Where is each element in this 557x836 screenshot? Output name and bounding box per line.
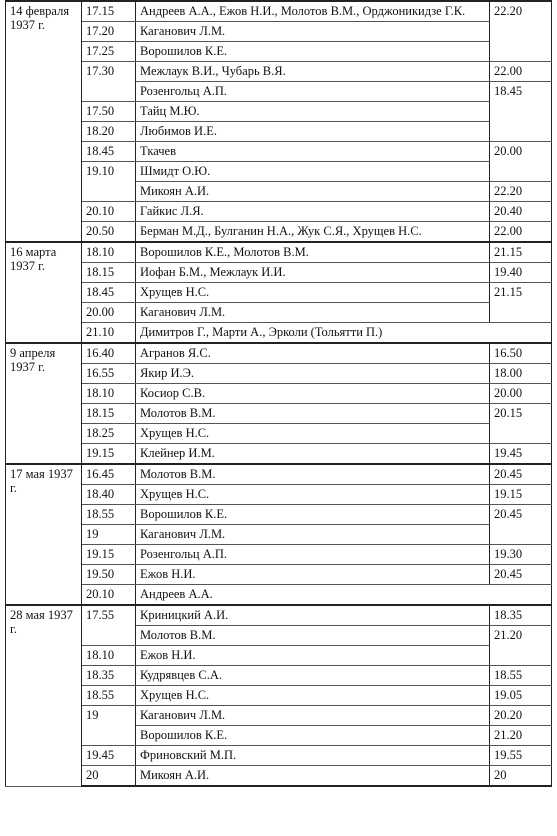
- visitor-name-cell: Межлаук В.И., Чубарь В.Я.: [136, 62, 490, 82]
- time-out-cell: 19.55: [490, 746, 552, 766]
- time-out-cell: 19.40: [490, 263, 552, 283]
- time-in-cell: 19.10: [82, 162, 136, 202]
- visitor-name-cell: Агранов Я.С.: [136, 343, 490, 364]
- time-out-cell: 20.45: [490, 565, 552, 585]
- time-in-cell: 19: [82, 706, 136, 746]
- visitor-name-cell: Молотов В.М.: [136, 626, 490, 646]
- table-row: [6, 1, 552, 22]
- visitor-name-cell: Криницкий А.И.: [136, 605, 490, 626]
- visitor-name-cell: Димитров Г., Марти А., Эрколи (Тольятти П.): [136, 323, 552, 344]
- visitor-name-cell: Ткачев: [136, 142, 490, 162]
- visitor-name-cell: Андреев А.А.: [136, 585, 552, 606]
- visitor-name-cell: Каганович Л.М.: [136, 22, 490, 42]
- date-cell: 14 февраля 1937 г.: [6, 1, 82, 242]
- visitor-name-cell: Андреев А.А., Ежов Н.И., Молотов В.М., Орджоникидзе Г.К.: [136, 1, 490, 22]
- visitor-name-cell: Якир И.Э.: [136, 364, 490, 384]
- visitor-name-cell: Ворошилов К.Е., Молотов В.М.: [136, 242, 490, 263]
- visitor-name-cell: Ежов Н.И.: [136, 646, 490, 666]
- table-row: [6, 202, 552, 222]
- time-out-cell: 22.00: [490, 222, 552, 243]
- table-row: [6, 263, 552, 283]
- table-row: [6, 323, 552, 344]
- visitor-name-cell: Хрущев Н.С.: [136, 424, 490, 444]
- table-row: [6, 525, 552, 545]
- visitor-name-cell: Хрущев Н.С.: [136, 485, 490, 505]
- visitor-name-cell: Каганович Л.М.: [136, 706, 490, 726]
- time-in-cell: 16.55: [82, 364, 136, 384]
- visitor-name-cell: Ворошилов К.Е.: [136, 42, 490, 62]
- table-row: [6, 766, 552, 787]
- time-in-cell: 18.25: [82, 424, 136, 444]
- time-out-cell: 20: [490, 766, 552, 787]
- time-in-cell: 17.50: [82, 102, 136, 122]
- table-row: [6, 42, 552, 62]
- time-in-cell: 17.55: [82, 605, 136, 646]
- table-row: [6, 122, 552, 142]
- table-row: [6, 222, 552, 243]
- time-in-cell: 19.15: [82, 444, 136, 465]
- time-in-cell: 18.10: [82, 242, 136, 263]
- time-in-cell: 17.25: [82, 42, 136, 62]
- table-row: [6, 706, 552, 726]
- time-out-cell: 22.00: [490, 62, 552, 82]
- visitor-log-table: [5, 0, 552, 787]
- table-row: [6, 505, 552, 525]
- time-out-cell: 19.15: [490, 485, 552, 505]
- time-in-cell: 17.20: [82, 22, 136, 42]
- table-row: [6, 343, 552, 364]
- visitor-name-cell: Розенгольц А.П.: [136, 82, 490, 102]
- time-in-cell: 19.45: [82, 746, 136, 766]
- time-in-cell: 20.10: [82, 585, 136, 606]
- time-out-cell: 18.55: [490, 666, 552, 686]
- visitor-name-cell: Ворошилов К.Е.: [136, 505, 490, 525]
- visitor-name-cell: Иофан Б.М., Межлаук И.И.: [136, 263, 490, 283]
- visitor-name-cell: Ежов Н.И.: [136, 565, 490, 585]
- time-in-cell: 18.35: [82, 666, 136, 686]
- time-out-cell: 19.45: [490, 444, 552, 465]
- visitor-name-cell: Берман М.Д., Булганин Н.А., Жук С.Я., Хрущев Н.С.: [136, 222, 490, 243]
- visitor-name-cell: Молотов В.М.: [136, 404, 490, 424]
- visitor-name-cell: Микоян А.И.: [136, 182, 490, 202]
- time-out-cell: 18.00: [490, 364, 552, 384]
- time-in-cell: 19.50: [82, 565, 136, 585]
- visitor-name-cell: Тайц М.Ю.: [136, 102, 490, 122]
- table-row: [6, 485, 552, 505]
- table-row: [6, 142, 552, 162]
- time-in-cell: 18.45: [82, 283, 136, 303]
- time-in-cell: 18.15: [82, 404, 136, 424]
- visitor-name-cell: Фриновский М.П.: [136, 746, 490, 766]
- date-cell: 17 мая 1937 г.: [6, 464, 82, 605]
- time-in-cell: 18.55: [82, 686, 136, 706]
- table-row: [6, 384, 552, 404]
- visitor-name-cell: Микоян А.И.: [136, 766, 490, 787]
- table-row: [6, 424, 552, 444]
- table-row: [6, 283, 552, 303]
- table-row: [6, 102, 552, 122]
- visitor-name-cell: Шмидт О.Ю.: [136, 162, 490, 182]
- time-in-cell: 18.10: [82, 646, 136, 666]
- table-row: [6, 545, 552, 565]
- time-out-cell: 18.45: [490, 82, 552, 142]
- table-row: [6, 605, 552, 626]
- time-out-cell: 20.00: [490, 142, 552, 182]
- table-row: [6, 746, 552, 766]
- table-row: [6, 666, 552, 686]
- time-in-cell: 18.40: [82, 485, 136, 505]
- time-in-cell: 18.10: [82, 384, 136, 404]
- time-in-cell: 18.45: [82, 142, 136, 162]
- visitor-name-cell: Каганович Л.М.: [136, 303, 490, 323]
- visitor-name-cell: Молотов В.М.: [136, 464, 490, 485]
- visitor-name-cell: Хрущев Н.С.: [136, 283, 490, 303]
- visitor-name-cell: Любимов И.Е.: [136, 122, 490, 142]
- time-out-cell: 20.45: [490, 464, 552, 485]
- visitor-name-cell: Каганович Л.М.: [136, 525, 490, 545]
- date-cell: 16 марта 1937 г.: [6, 242, 82, 343]
- table-row: [6, 686, 552, 706]
- time-in-cell: 17.30: [82, 62, 136, 102]
- visitor-name-cell: Кудрявцев С.А.: [136, 666, 490, 686]
- time-out-cell: 20.15: [490, 404, 552, 444]
- time-out-cell: 20.40: [490, 202, 552, 222]
- time-in-cell: 18.15: [82, 263, 136, 283]
- time-out-cell: 19.05: [490, 686, 552, 706]
- table-row: [6, 585, 552, 606]
- table-row: [6, 364, 552, 384]
- time-in-cell: 17.15: [82, 1, 136, 22]
- time-out-cell: 20.20: [490, 706, 552, 726]
- table-row: [6, 242, 552, 263]
- time-out-cell: 21.20: [490, 726, 552, 746]
- table-row: [6, 404, 552, 424]
- table-row: [6, 303, 552, 323]
- time-out-cell: 16.50: [490, 343, 552, 364]
- time-in-cell: 16.40: [82, 343, 136, 364]
- time-in-cell: 19.15: [82, 545, 136, 565]
- time-in-cell: 20.00: [82, 303, 136, 323]
- visitor-name-cell: Ворошилов К.Е.: [136, 726, 490, 746]
- time-in-cell: 18.20: [82, 122, 136, 142]
- time-out-cell: 18.35: [490, 605, 552, 626]
- time-out-cell: 21.15: [490, 242, 552, 263]
- table-row: [6, 444, 552, 465]
- time-out-cell: 21.20: [490, 626, 552, 666]
- time-out-cell: 20.45: [490, 505, 552, 545]
- table-row: [6, 162, 552, 182]
- time-out-cell: 20.00: [490, 384, 552, 404]
- visitor-name-cell: Гайкис Л.Я.: [136, 202, 490, 222]
- visitor-name-cell: Хрущев Н.С.: [136, 686, 490, 706]
- visitor-log-body: [6, 1, 552, 786]
- table-row: [6, 464, 552, 485]
- time-out-cell: 19.30: [490, 545, 552, 565]
- table-row: [6, 565, 552, 585]
- table-row: [6, 646, 552, 666]
- time-out-cell: 21.15: [490, 283, 552, 323]
- visitor-name-cell: Клейнер И.М.: [136, 444, 490, 465]
- time-in-cell: 19: [82, 525, 136, 545]
- table-row: [6, 22, 552, 42]
- visitor-name-cell: Розенгольц А.П.: [136, 545, 490, 565]
- date-cell: 28 мая 1937 г.: [6, 605, 82, 786]
- time-in-cell: 18.55: [82, 505, 136, 525]
- table-row: [6, 62, 552, 82]
- time-out-cell: 22.20: [490, 1, 552, 62]
- time-in-cell: 16.45: [82, 464, 136, 485]
- date-cell: 9 апреля 1937 г.: [6, 343, 82, 464]
- time-in-cell: 20: [82, 766, 136, 787]
- time-in-cell: 20.50: [82, 222, 136, 243]
- time-in-cell: 20.10: [82, 202, 136, 222]
- time-out-cell: 22.20: [490, 182, 552, 202]
- visitor-name-cell: Косиор С.В.: [136, 384, 490, 404]
- time-in-cell: 21.10: [82, 323, 136, 344]
